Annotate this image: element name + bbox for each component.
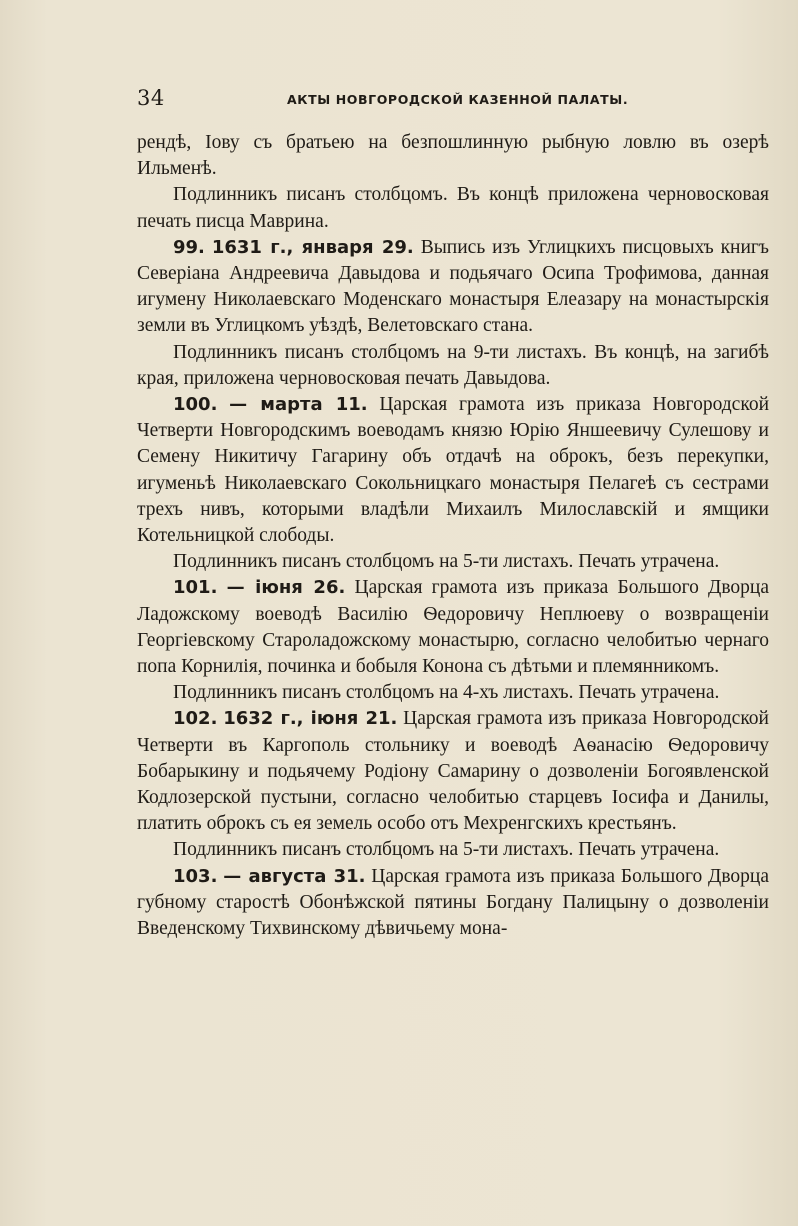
entry-date: — августа 31.	[223, 865, 366, 887]
entry-date: — іюня 26.	[226, 577, 346, 599]
note-text: Подлинникъ писанъ столбцомъ на 9-ти листахъ. Въ концѣ, на загибѣ края, приложена черновосковая печать Давыдова.	[137, 341, 769, 389]
body-text	[137, 130, 769, 942]
running-title: АКТЫ НОВГОРОДСКОЙ КАЗЕННОЙ ПАЛАТЫ.	[287, 92, 629, 107]
note-text: Подлинникъ писанъ столбцомъ на 5-ти листахъ. Печать утрачена.	[173, 839, 720, 861]
entry-text: Царская грамота изъ приказа Новгородской Четверти въ Каргополь стольнику и воеводѣ Аѳанасію Ѳедоровичу Бобарыкину и подьячему Родіону Самарину о дозволеніи Богоявленской Кодлозерской пустыни, согласно челобитью старцевъ Іосифа и Данилы, платить оброкъ съ ея земель особо отъ Мехренгскихъ крестьянъ.	[137, 708, 769, 835]
entry-102	[137, 706, 769, 837]
page-header	[137, 86, 769, 116]
paragraph-continuation	[137, 130, 769, 182]
entry-note	[137, 549, 769, 575]
entry-number: 100.	[173, 394, 218, 416]
entry-number: 102.	[173, 708, 218, 730]
entry-100	[137, 392, 769, 549]
entry-date: — марта 11.	[229, 394, 368, 416]
entry-number: 101.	[173, 577, 218, 599]
entry-number: 103.	[173, 865, 218, 887]
entry-103	[137, 864, 769, 943]
paragraph-text: рендѣ, Іову съ братьею на безпошлинную рыбную ловлю въ озерѣ Ильменѣ.	[137, 132, 769, 180]
entry-note	[137, 680, 769, 706]
entry-note	[137, 340, 769, 392]
note-text: Подлинникъ писанъ столбцомъ. Въ концѣ приложена черновосковая печать писца Маврина.	[137, 184, 769, 232]
note-text: Подлинникъ писанъ столбцомъ на 5-ти листахъ. Печать утрачена.	[173, 551, 720, 573]
entry-note	[137, 182, 769, 234]
entry-date: 1632 г., іюня 21.	[223, 708, 398, 730]
entry-number: 99.	[173, 236, 205, 258]
entry-99	[137, 235, 769, 340]
entry-text: Выпись изъ Углицкихъ писцовыхъ книгъ Северіана Андреевича Давыдова и подьячаго Осипа Трофимова, данная игумену Николаевскаго Моденскаго монастыря Елеазару на монастырскія земли въ Углицкомъ уѣздѣ, Велетовскаго стана.	[137, 236, 770, 337]
entry-text: Царская грамота изъ приказа Большого Дворца Ладожскому воеводѣ Василію Ѳедоровичу Неплюеву о возвращеніи Георгіевскому Староладожскому монастырю, согласно челобитью чернаго попа Корнилія, починка и бобыля Конона съ дѣтьми и племянникомъ.	[137, 577, 770, 678]
entry-date: 1631 г., января 29.	[211, 236, 414, 258]
entry-text: Царская грамота изъ приказа Большого Дворца губному старостѣ Обонѣжской пятины Богдану Палицыну о дозволеніи Введенскому Тихвинскому дѣвичьему мона-	[137, 865, 770, 940]
entry-text: Царская грамота изъ приказа Новгородской Четверти Новгородскимъ воеводамъ князю Юрію Яншеевичу Сулешову и Семену Никитичу Гагарину объ отдачѣ на оброкъ, безъ перекупки, игуменьѣ Николаевскаго Сокольницкаго монастыря Пелагеѣ съ сестрами трехъ нивъ, которыми владѣли Михаилъ Милославскій и ямщики Котельницкой слободы.	[137, 394, 770, 547]
page-number: 34	[137, 86, 165, 110]
entry-note	[137, 837, 769, 863]
note-text: Подлинникъ писанъ столбцомъ на 4-хъ листахъ. Печать утрачена.	[173, 682, 720, 704]
entry-101	[137, 575, 769, 680]
